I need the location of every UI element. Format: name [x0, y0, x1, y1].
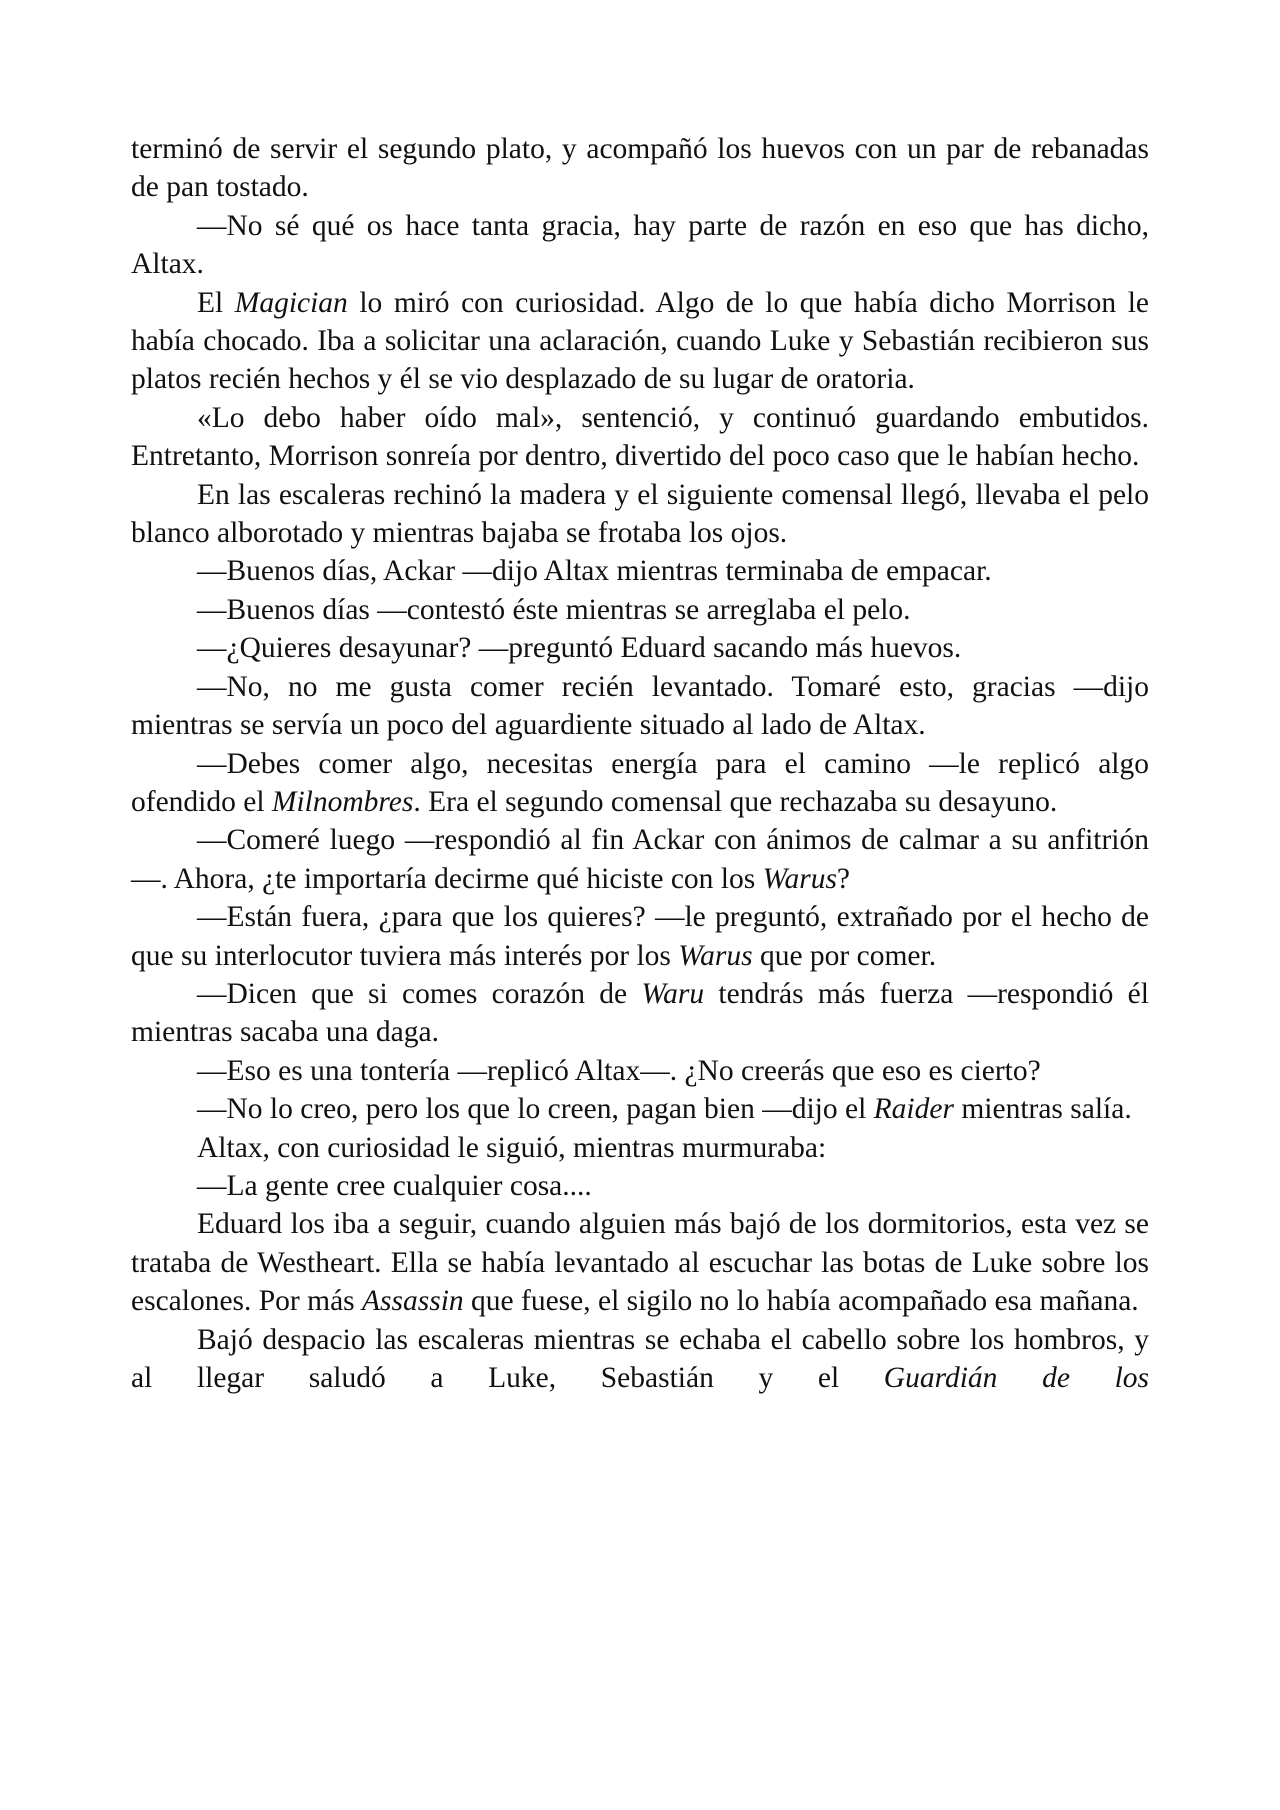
paragraph-text: —¿Quieres desayunar? —preguntó Eduard sacando más huevos. — [197, 632, 962, 665]
paragraph — [131, 476, 1149, 553]
paragraph-text: Altax, con curiosidad le siguió, mientras murmuraba: — [197, 1131, 827, 1164]
paragraph — [131, 1129, 1149, 1167]
paragraph-text: —Comeré luego —respondió al fin Ackar con ánimos de calmar a su anfitrión—. Ahora, ¿te importaría decirme qué hiciste con los — [131, 824, 1149, 895]
paragraph — [131, 1321, 1149, 1398]
paragraph-text: —Eso es una tontería —replicó Altax—. ¿No creerás que eso es cierto? — [197, 1054, 1041, 1087]
paragraph — [131, 668, 1149, 745]
paragraph-text: . Era el segundo comensal que rechazaba su desayuno. — [413, 785, 1058, 818]
italic-term: Warus — [762, 862, 837, 895]
paragraph — [131, 399, 1149, 476]
paragraph-text: —Buenos días, Ackar —dijo Altax mientras terminaba de empacar. — [197, 555, 992, 588]
italic-term: Warus — [678, 939, 753, 972]
italic-term: Magician — [234, 286, 348, 319]
paragraph-text: ? — [836, 862, 851, 895]
paragraph-text: que por comer. — [752, 939, 937, 972]
italic-term: Milnombres — [271, 785, 414, 818]
paragraph — [131, 1167, 1149, 1205]
paragraph-text: —No lo creo, pero los que lo creen, pagan bien —dijo el — [197, 1093, 874, 1126]
italic-term: Raider — [873, 1093, 954, 1126]
paragraph — [131, 591, 1149, 629]
page-body-text — [131, 130, 1149, 1397]
paragraph-text: lo miró con curiosidad. Algo de lo que había dicho Morrison le había chocado. Iba a solicitar una aclaración, cuando Luke y Sebastián recibieron sus platos recién hechos y él se vio desplazado de su lugar de oratoria. — [131, 286, 1149, 396]
paragraph-text: —Buenos días —contestó éste mientras se arreglaba el pelo. — [197, 593, 911, 626]
paragraph-text: Eduard los iba a seguir, cuando alguien más bajó de los dormitorios, esta vez se trataba de Westheart. Ella se había levantado al escuchar las botas de Luke sobre los escalones. Por más — [131, 1208, 1149, 1318]
paragraph — [131, 975, 1149, 1052]
paragraph — [131, 207, 1149, 284]
paragraph-text: —La gente cree cualquier cosa.... — [197, 1169, 592, 1202]
paragraph-text: El — [197, 286, 235, 319]
paragraph-text: «Lo debo haber oído mal», sentenció, y continuó guardando embutidos. Entretanto, Morrison sonreía por dentro, divertido del poco caso que le habían hecho. — [131, 401, 1149, 473]
paragraph — [131, 1052, 1149, 1090]
paragraph-text: —Debes comer algo, necesitas energía para el camino —le replicó algo ofendido el — [131, 747, 1149, 818]
paragraph — [131, 898, 1149, 975]
paragraph-text: —Están fuera, ¿para que los quieres? —le preguntó, extrañado por el hecho de que su interlocutor tuviera más interés por los — [131, 901, 1149, 972]
paragraph — [131, 745, 1149, 822]
paragraph-text: Bajó despacio las escaleras mientras se echaba el cabello sobre los hombros, y al llegar saludó a Luke, Sebastián y el — [131, 1323, 1149, 1394]
paragraph — [131, 629, 1149, 667]
paragraph-text: que fuese, el sigilo no lo había acompañado esa mañana. — [463, 1285, 1139, 1318]
paragraph — [131, 1205, 1149, 1320]
italic-term: Assassin — [362, 1285, 464, 1318]
paragraph-text: tendrás más fuerza —respondió él mientras sacaba una daga. — [131, 977, 1149, 1049]
italic-term: Guardián de los — [883, 1362, 1149, 1394]
paragraph — [131, 130, 1149, 207]
paragraph — [131, 1090, 1149, 1128]
paragraph-text: En las escaleras rechinó la madera y el siguiente comensal llegó, llevaba el pelo blanco alborotado y mientras bajaba se frotaba los ojos. — [131, 478, 1149, 550]
paragraph — [131, 284, 1149, 399]
paragraph — [131, 821, 1149, 898]
paragraph-text: —No sé qué os hace tanta gracia, hay parte de razón en eso que has dicho, Altax. — [131, 209, 1149, 281]
paragraph-text: —Dicen que si comes corazón de — [197, 977, 642, 1010]
paragraph-text: mientras salía. — [953, 1093, 1132, 1126]
paragraph-text: terminó de servir el segundo plato, y acompañó los huevos con un par de rebanadas de pan tostado. — [131, 133, 1149, 204]
paragraph — [131, 552, 1149, 590]
italic-term: Waru — [641, 977, 705, 1010]
paragraph-text: —No, no me gusta comer recién levantado. Tomaré esto, gracias —dijo mientras se servía un poco del aguardiente situado al lado de Altax. — [131, 670, 1149, 742]
